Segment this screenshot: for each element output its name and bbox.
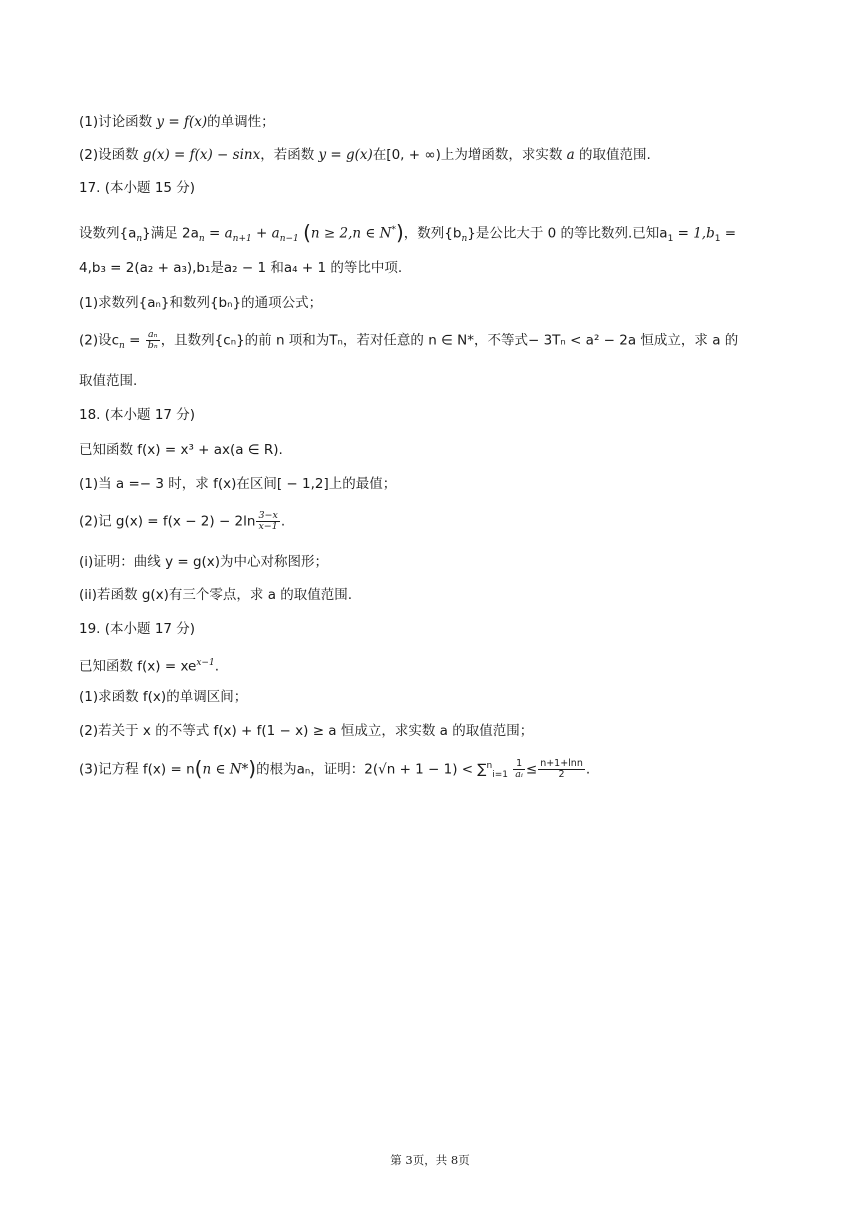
problem18-header: 18. (本小题 17 分) bbox=[79, 407, 196, 423]
problem18-part2-ii: (ii)若函数 g(x)有三个零点，求 a 的取值范围. bbox=[79, 587, 353, 603]
problem19-part2: (2)若关于 x 的不等式 f(x) + f(1 − x) ≥ a 恒成立，求实数 a 的取值范围； bbox=[79, 723, 534, 739]
fraction-log: $\frac{3-x}{x-1}$ bbox=[258, 510, 278, 532]
problem17-part2: (2)设$c_n$ = $\frac{\text{aₙ}}{\text{bₙ}}$ ，且数列{cₙ}的前 n 项和为Tₙ，若对任意的 n ∈ N*，不等式− 3Tₙ < a² − 2a 恒成立，求 a 的 bbox=[79, 329, 739, 352]
problem18-part2: (2)记 g(x) = f(x − 2) − 2ln $\frac{3-x}{x-1}$ . bbox=[79, 510, 286, 532]
fraction-reciprocal: $\frac{1}{\text{aᵢ}}$ bbox=[515, 758, 523, 780]
problem16-part1: (1)讨论函数 y = f(x)的单调性； bbox=[79, 114, 275, 130]
problem19-given: 已知函数 $f(x) = xe^{x-1}$. bbox=[79, 658, 219, 675]
right-paren: ) bbox=[395, 220, 404, 245]
right-paren: ) bbox=[248, 756, 257, 781]
problem19-part3: (3)记方程 f(x) = n(n ∈ N*)的根为aₙ，证明：2(√n + 1 − 1) < ∑$^n_{i=1}$ $\frac{1}{\text{aᵢ}}$ ≤ $\frac{n+1+\ln n}{2}$ . bbox=[79, 756, 591, 781]
fraction-cn: $\frac{\text{aₙ}}{\text{bₙ}}$ bbox=[147, 329, 158, 351]
problem16-part2: (2)设函数 g(x) = f(x) − sinx，若函数 y = g(x)在[0, + ∞)上为增函数，求实数 a 的取值范围. bbox=[79, 147, 651, 163]
page-footer: 第 3页，共 8页 bbox=[390, 1153, 470, 1167]
left-paren: ( bbox=[303, 220, 311, 245]
left-paren: ( bbox=[194, 756, 203, 781]
problem19-part1: (1)求函数 f(x)的单调区间； bbox=[79, 689, 248, 705]
problem17-part1: (1)求数列{aₙ}和数列{bₙ}的通项公式； bbox=[79, 295, 323, 311]
problem17-part2-tail: 取值范围. bbox=[79, 373, 138, 389]
problem17-statement-line2: 4,b₃ = 2(a₂ + a₃),b₁是a₂ − 1 和a₄ + 1 的等比中项. bbox=[79, 260, 403, 276]
problem18-part2-i: (i)证明：曲线 y = g(x)为中心对称图形； bbox=[79, 554, 329, 570]
problem17-statement-line1: 设数列$\{a_n\}$满足 $2a_n = a_{n+1} + a_{n-1}$ (n ≥ 2,n ∈ N*)，数列$\{b_n\}$是公比大于 0 的等比数列.已知$a_1 = 1,b_1$ = bbox=[79, 220, 737, 245]
fraction-upper-bound: $\frac{n+1+\ln n}{2}$ bbox=[540, 758, 583, 780]
problem18-part1: (1)当 a =− 3 时，求 f(x)在区间[ − 1,2]上的最值； bbox=[79, 476, 397, 492]
problem19-header: 19. (本小题 17 分) bbox=[79, 621, 196, 637]
problem17-header: 17. (本小题 15 分) bbox=[79, 180, 196, 196]
problem18-given: 已知函数 f(x) = x³ + ax(a ∈ R). bbox=[79, 442, 283, 458]
